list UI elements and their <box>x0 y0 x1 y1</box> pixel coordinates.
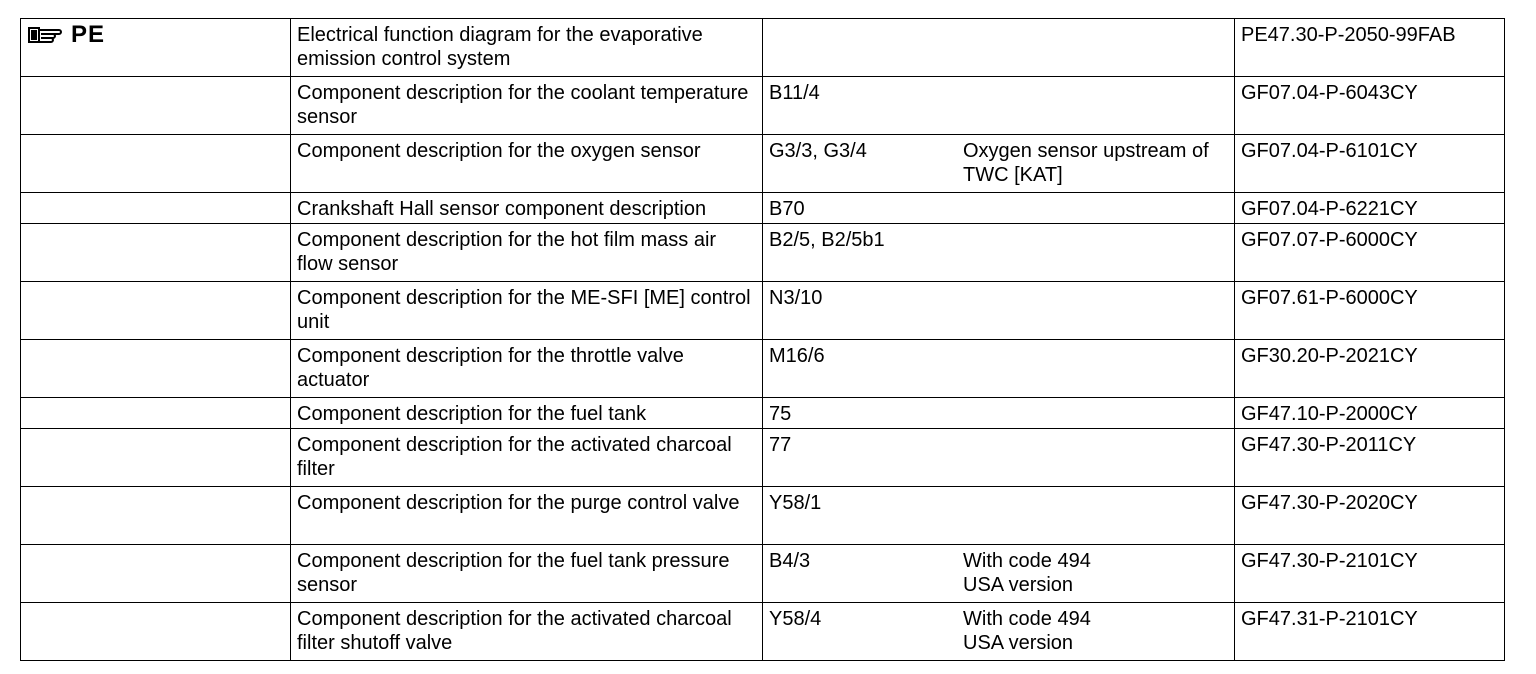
component-note: Oxygen sensor upstream of TWC [KAT] <box>963 140 1209 186</box>
marker-cell <box>21 340 291 398</box>
table-row <box>21 487 1505 545</box>
table-row <box>21 77 1505 135</box>
marker-cell <box>21 545 291 603</box>
marker-cell <box>21 19 291 77</box>
table-row <box>21 224 1505 282</box>
marker-cell <box>21 282 291 340</box>
marker-label: PE <box>71 21 106 48</box>
component-code: B11/4 <box>769 82 820 104</box>
component-code: B70 <box>769 198 805 220</box>
description-cell: Component description for the activated charcoal filter <box>291 429 763 487</box>
code-note-cell <box>763 77 1235 135</box>
table-body <box>21 19 1505 661</box>
description-cell: Electrical function diagram for the evaporative emission control system <box>291 19 763 77</box>
code-note-cell <box>763 340 1235 398</box>
table-row <box>21 429 1505 487</box>
reference-link[interactable]: GF07.07-P-6000CY <box>1235 224 1505 282</box>
table-row <box>21 135 1505 193</box>
code-note-cell <box>763 282 1235 340</box>
component-code: Y58/4 <box>769 608 822 630</box>
description-cell: Crankshaft Hall sensor component description <box>291 193 763 224</box>
reference-link[interactable]: GF07.04-P-6221CY <box>1235 193 1505 224</box>
reference-link[interactable]: GF47.30-P-2020CY <box>1235 487 1505 545</box>
reference-link[interactable]: GF47.31-P-2101CY <box>1235 603 1505 661</box>
table-row <box>21 398 1505 429</box>
component-note <box>957 398 1234 428</box>
description-cell: Component description for the coolant temperature sensor <box>291 77 763 135</box>
description-cell: Component description for the ME-SFI [ME] control unit <box>291 282 763 340</box>
table-row <box>21 545 1505 603</box>
marker-cell <box>21 603 291 661</box>
component-note: With code 494 USA version <box>963 550 1091 596</box>
component-code: M16/6 <box>769 345 825 367</box>
component-note <box>957 487 1234 517</box>
reference-link[interactable]: GF47.30-P-2101CY <box>1235 545 1505 603</box>
description-cell: Component description for the hot film mass air flow sensor <box>291 224 763 282</box>
description-cell: Component description for the fuel tank <box>291 398 763 429</box>
description-cell: Component description for the throttle valve actuator <box>291 340 763 398</box>
description-cell: Component description for the purge control valve <box>291 487 763 545</box>
code-note-cell <box>763 19 1235 77</box>
component-note: With code 494 USA version <box>963 608 1091 654</box>
component-note <box>957 77 1234 107</box>
table-row <box>21 282 1505 340</box>
reference-link[interactable]: PE47.30-P-2050-99FAB <box>1235 19 1505 77</box>
description-cell: Component description for the oxygen sensor <box>291 135 763 193</box>
component-code: 75 <box>769 403 792 425</box>
reference-link[interactable]: GF07.04-P-6101CY <box>1235 135 1505 193</box>
code-note-cell <box>763 429 1235 487</box>
code-note-cell <box>763 487 1235 545</box>
pointing-hand-icon <box>27 24 65 46</box>
marker-cell <box>21 224 291 282</box>
code-note-cell <box>763 545 1235 603</box>
component-code: Y58/1 <box>769 492 822 514</box>
component-note <box>957 282 1234 312</box>
code-note-cell <box>763 603 1235 661</box>
reference-table <box>20 18 1505 661</box>
marker-cell <box>21 398 291 429</box>
component-note <box>957 19 1234 25</box>
marker-cell <box>21 193 291 224</box>
reference-link[interactable]: GF07.61-P-6000CY <box>1235 282 1505 340</box>
reference-link[interactable]: GF47.10-P-2000CY <box>1235 398 1505 429</box>
table-row <box>21 19 1505 77</box>
code-note-cell <box>763 224 1235 282</box>
table-row <box>21 603 1505 661</box>
component-code: N3/10 <box>769 287 823 309</box>
description-cell: Component description for the activated charcoal filter shutoff valve <box>291 603 763 661</box>
component-code: 77 <box>769 434 792 456</box>
component-note <box>957 193 1234 223</box>
component-code: B2/5, B2/5b1 <box>769 229 885 251</box>
code-note-cell <box>763 135 1235 193</box>
code-note-cell <box>763 193 1235 224</box>
component-note <box>957 224 1234 254</box>
component-code: G3/3, G3/4 <box>769 140 867 162</box>
marker-cell <box>21 135 291 193</box>
component-note <box>957 340 1234 370</box>
marker-cell <box>21 487 291 545</box>
component-note <box>957 429 1234 459</box>
code-note-cell <box>763 398 1235 429</box>
component-code <box>763 19 957 25</box>
description-cell: Component description for the fuel tank pressure sensor <box>291 545 763 603</box>
marker-cell <box>21 77 291 135</box>
table-row <box>21 340 1505 398</box>
reference-link[interactable]: GF30.20-P-2021CY <box>1235 340 1505 398</box>
marker-cell <box>21 429 291 487</box>
component-code: B4/3 <box>769 550 811 572</box>
table-row <box>21 193 1505 224</box>
reference-link[interactable]: GF07.04-P-6043CY <box>1235 77 1505 135</box>
reference-link[interactable]: GF47.30-P-2011CY <box>1235 429 1505 487</box>
